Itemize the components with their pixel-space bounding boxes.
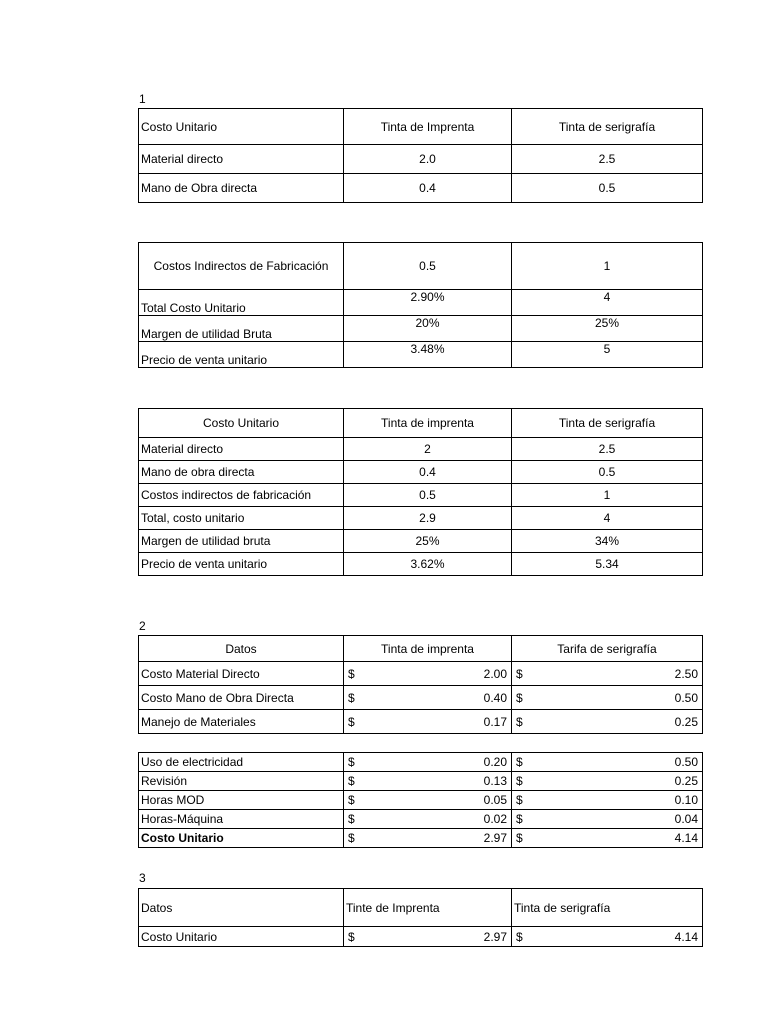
row-label: Costo Mano de Obra Directa <box>139 686 344 710</box>
money-cell <box>512 686 703 710</box>
currency-symbol: $ <box>348 774 355 788</box>
cost-table-1c <box>138 408 703 576</box>
money-cell <box>344 772 512 791</box>
value-cell: 34% <box>512 530 703 553</box>
amount: 4.14 <box>674 929 698 944</box>
table-row <box>139 342 703 368</box>
table-row <box>139 829 703 848</box>
table-header-row <box>139 889 703 927</box>
table-row <box>139 461 703 484</box>
value-cell: 2.0 <box>344 145 512 174</box>
value-cell: 3.48% <box>344 342 512 368</box>
section-3-number: 3 <box>139 871 146 885</box>
row-label: Total Costo Unitario <box>139 290 344 316</box>
currency-symbol: $ <box>348 755 355 769</box>
value-cell: 0.4 <box>344 174 512 203</box>
row-label: Costos indirectos de fabricación <box>139 484 344 507</box>
currency-symbol: $ <box>516 714 523 729</box>
currency-symbol: $ <box>516 666 523 681</box>
header-cell: Tinta de serigrafía <box>512 889 703 927</box>
amount: 0.50 <box>674 690 698 705</box>
value-cell: 1 <box>512 484 703 507</box>
amount: 2.50 <box>674 666 698 681</box>
amount: 0.40 <box>483 690 507 705</box>
currency-symbol: $ <box>516 755 523 769</box>
table-row <box>139 810 703 829</box>
table-header-row <box>139 409 703 438</box>
table-row <box>139 290 703 316</box>
currency-symbol: $ <box>348 714 355 729</box>
header-cell: Tinte de Imprenta <box>344 889 512 927</box>
amount: 2.97 <box>483 929 507 944</box>
value-cell: 2.5 <box>512 145 703 174</box>
value-cell: 0.5 <box>344 243 512 290</box>
header-cell: Tinta de serigrafía <box>512 109 703 145</box>
header-cell: Tinta de Imprenta <box>344 109 512 145</box>
currency-symbol: $ <box>516 793 523 807</box>
money-cell <box>512 810 703 829</box>
table-row <box>139 438 703 461</box>
row-label: Material directo <box>139 145 344 174</box>
currency-symbol: $ <box>516 774 523 788</box>
currency-symbol: $ <box>348 793 355 807</box>
value-cell: 4 <box>512 507 703 530</box>
table-header-row <box>139 636 703 662</box>
money-cell <box>512 662 703 686</box>
value-cell: 2.90% <box>344 290 512 316</box>
value-cell: 0.5 <box>512 461 703 484</box>
table-row <box>139 553 703 576</box>
row-label: Manejo de Materiales <box>139 710 344 734</box>
table-row <box>139 243 703 290</box>
money-cell <box>344 810 512 829</box>
row-label: Margen de utilidad Bruta <box>139 316 344 342</box>
money-cell <box>344 791 512 810</box>
money-cell <box>344 927 512 947</box>
data-table-2b <box>138 752 703 848</box>
currency-symbol: $ <box>348 812 355 826</box>
currency-symbol: $ <box>348 929 355 944</box>
row-label: Margen de utilidad bruta <box>139 530 344 553</box>
table-row <box>139 686 703 710</box>
money-cell <box>512 791 703 810</box>
row-label: Precio de venta unitario <box>139 342 344 368</box>
amount: 2.00 <box>483 666 507 681</box>
header-cell: Costo Unitario <box>139 409 344 438</box>
money-cell <box>344 686 512 710</box>
money-cell <box>512 753 703 772</box>
table-row <box>139 145 703 174</box>
amount: 0.13 <box>483 774 507 788</box>
value-cell: 2.5 <box>512 438 703 461</box>
table-row <box>139 710 703 734</box>
table-row <box>139 530 703 553</box>
row-label: Costo Unitario <box>139 927 344 947</box>
value-cell: 25% <box>344 530 512 553</box>
table-row <box>139 772 703 791</box>
currency-symbol: $ <box>348 690 355 705</box>
row-label: Horas-Máquina <box>139 810 344 829</box>
data-table-2a <box>138 635 703 734</box>
amount: 0.10 <box>674 793 698 807</box>
money-cell <box>512 772 703 791</box>
row-label: Mano de obra directa <box>139 461 344 484</box>
section-2-number: 2 <box>139 619 146 633</box>
header-cell: Costo Unitario <box>139 109 344 145</box>
row-label: Uso de electricidad <box>139 753 344 772</box>
value-cell: 5 <box>512 342 703 368</box>
amount: 0.02 <box>483 812 507 826</box>
currency-symbol: $ <box>516 929 523 944</box>
amount: 0.25 <box>674 714 698 729</box>
value-cell: 2 <box>344 438 512 461</box>
money-cell <box>512 710 703 734</box>
row-label: Costos Indirectos de Fabricación <box>139 243 344 290</box>
table-row <box>139 484 703 507</box>
money-cell <box>512 829 703 848</box>
amount: 0.05 <box>483 793 507 807</box>
table-row <box>139 174 703 203</box>
header-cell: Datos <box>139 889 344 927</box>
row-label: Precio de venta unitario <box>139 553 344 576</box>
amount: 2.97 <box>483 831 507 845</box>
value-cell: 2.9 <box>344 507 512 530</box>
money-cell <box>344 662 512 686</box>
table-row <box>139 927 703 947</box>
currency-symbol: $ <box>348 666 355 681</box>
currency-symbol: $ <box>516 690 523 705</box>
header-cell: Tinta de imprenta <box>344 636 512 662</box>
table-row <box>139 316 703 342</box>
value-cell: 20% <box>344 316 512 342</box>
row-label: Costo Unitario <box>139 829 344 848</box>
cost-table-1b <box>138 242 703 368</box>
amount: 0.04 <box>674 812 698 826</box>
amount: 0.50 <box>674 755 698 769</box>
table-header-row <box>139 109 703 145</box>
table-row <box>139 753 703 772</box>
table-row <box>139 662 703 686</box>
table-row <box>139 507 703 530</box>
header-cell: Tarifa de serigrafía <box>512 636 703 662</box>
amount: 4.14 <box>674 831 698 845</box>
amount: 0.20 <box>483 755 507 769</box>
amount: 0.17 <box>483 714 507 729</box>
row-label: Horas MOD <box>139 791 344 810</box>
table-row <box>139 791 703 810</box>
value-cell: 1 <box>512 243 703 290</box>
header-cell: Datos <box>139 636 344 662</box>
data-table-3 <box>138 888 703 947</box>
amount: 0.25 <box>674 774 698 788</box>
header-cell: Tinta de imprenta <box>344 409 512 438</box>
row-label: Mano de Obra directa <box>139 174 344 203</box>
value-cell: 0.5 <box>344 484 512 507</box>
currency-symbol: $ <box>348 831 355 845</box>
row-label: Costo Material Directo <box>139 662 344 686</box>
money-cell <box>344 710 512 734</box>
currency-symbol: $ <box>516 812 523 826</box>
money-cell <box>512 927 703 947</box>
row-label: Total, costo unitario <box>139 507 344 530</box>
value-cell: 0.5 <box>512 174 703 203</box>
row-label: Material directo <box>139 438 344 461</box>
value-cell: 0.4 <box>344 461 512 484</box>
money-cell <box>344 829 512 848</box>
section-1-number: 1 <box>139 92 146 106</box>
header-cell: Tinta de serigrafía <box>512 409 703 438</box>
value-cell: 4 <box>512 290 703 316</box>
value-cell: 25% <box>512 316 703 342</box>
value-cell: 3.62% <box>344 553 512 576</box>
value-cell: 5.34 <box>512 553 703 576</box>
row-label: Revisión <box>139 772 344 791</box>
money-cell <box>344 753 512 772</box>
currency-symbol: $ <box>516 831 523 845</box>
cost-table-1a <box>138 108 703 203</box>
